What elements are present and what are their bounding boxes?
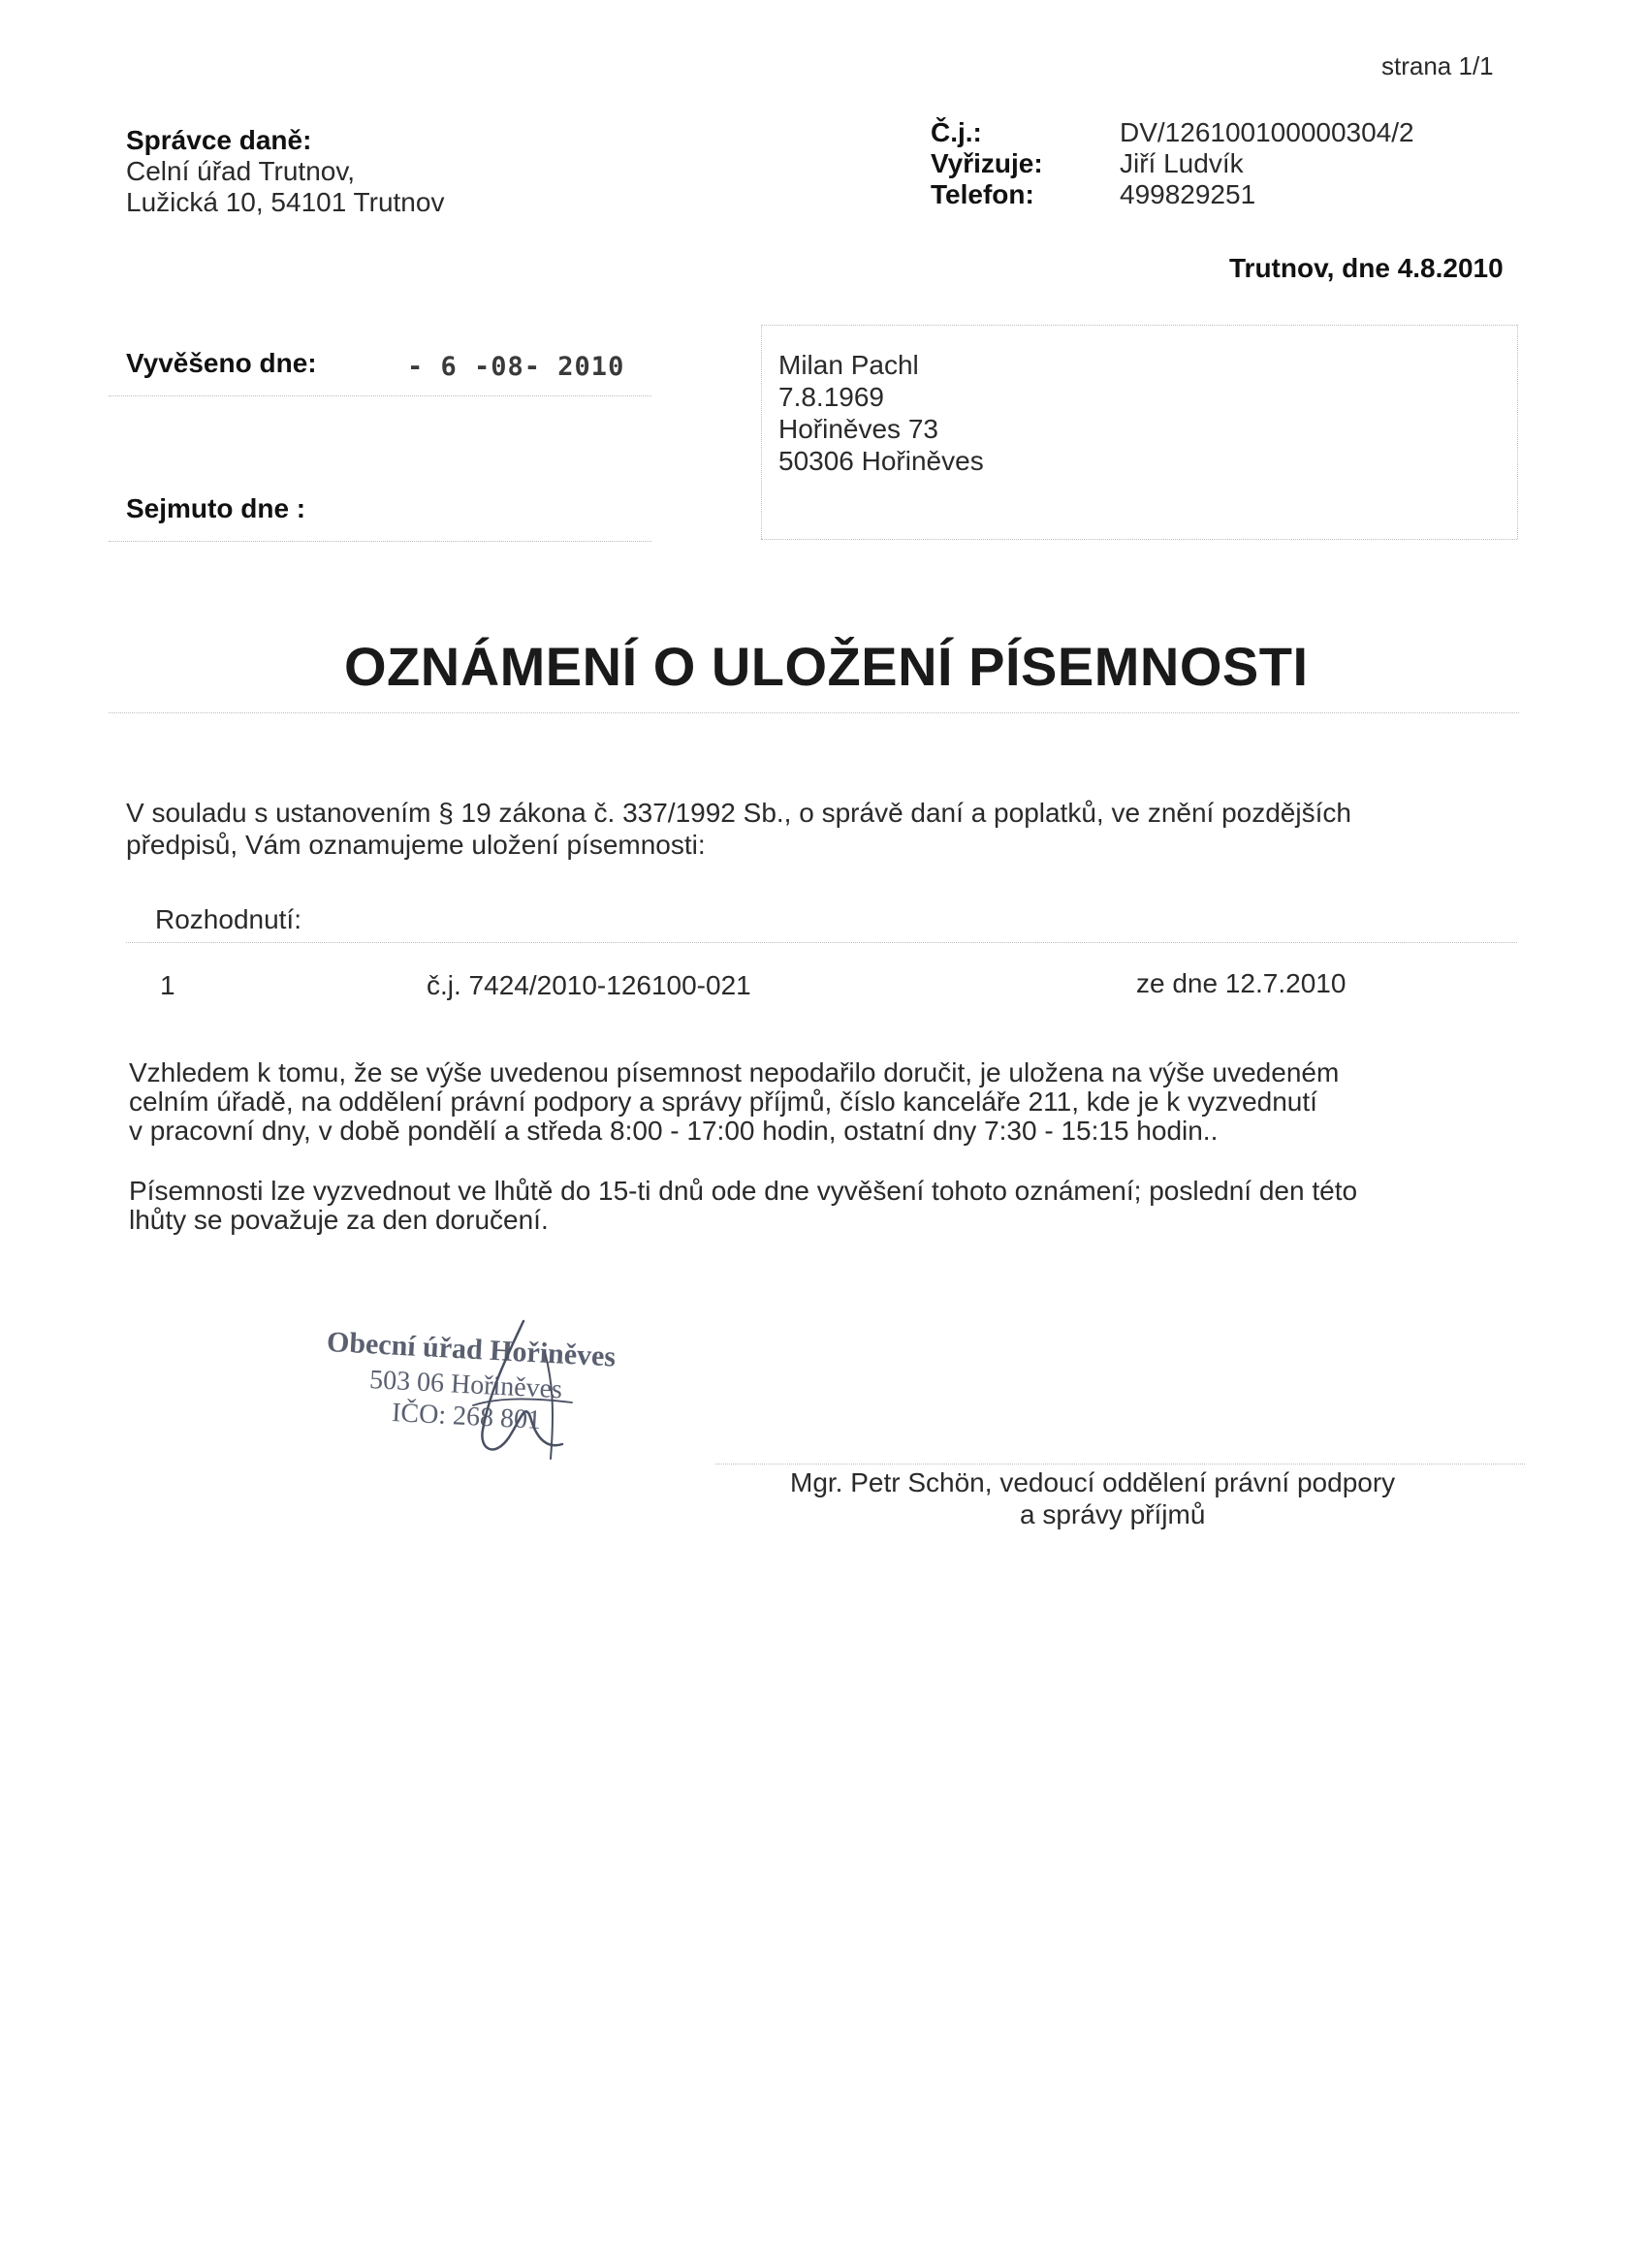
handwritten-signature xyxy=(456,1313,591,1473)
reference-number: DV/126100100000304/2 xyxy=(1120,117,1414,147)
posted-label: Vyvěšeno dne: xyxy=(126,348,317,378)
reference-number-label: Č.j.: xyxy=(931,117,982,147)
divider xyxy=(126,942,1517,943)
tax-admin-address: Lužická 10, 54101 Trutnov xyxy=(126,187,445,217)
tax-admin-office: Celní úřad Trutnov, xyxy=(126,156,356,186)
decision-reference: č.j. 7424/2010-126100-021 xyxy=(427,970,751,1000)
stamp-postcode: 503 06 Hořiněves xyxy=(368,1365,563,1405)
place-date: Trutnov, dne 4.8.2010 xyxy=(1229,253,1504,283)
intro-line-1: V souladu s ustanovením § 19 zákona č. 337/1992 Sb., o správě daní a poplatků, ve znění pozdějších xyxy=(126,798,1351,828)
stamp-office-name: Obecní úřad Hořiněves xyxy=(326,1326,617,1373)
phone-number: 499829251 xyxy=(1120,179,1256,209)
recipient-name: Milan Pachl xyxy=(778,350,919,380)
signatory-line-2: a správy příjmů xyxy=(1020,1499,1206,1529)
divider xyxy=(109,395,651,396)
divider xyxy=(109,712,1519,713)
body-line: v pracovní dny, v době pondělí a středa 8:00 - 17:00 hodin, ostatní dny 7:30 - 15:15 hodin.. xyxy=(129,1116,1219,1146)
signature-line xyxy=(715,1464,1525,1465)
body-line: Písemnosti lze vyzvednout ve lhůtě do 15-ti dnů ode dne vyvěšení tohoto oznámení; poslední den této xyxy=(129,1176,1358,1206)
decision-date: ze dne 12.7.2010 xyxy=(1136,968,1347,998)
handler-label: Vyřizuje: xyxy=(931,148,1043,178)
divider xyxy=(109,541,651,542)
recipient-street: Hořiněves 73 xyxy=(778,414,938,444)
page-number: strana 1/1 xyxy=(1381,51,1494,80)
decision-number: 1 xyxy=(160,970,175,1000)
tax-admin-label: Správce daně: xyxy=(126,125,312,155)
document-title: OZNÁMENÍ O ULOŽENÍ PÍSEMNOSTI xyxy=(344,636,1309,697)
address-box-bottom xyxy=(761,539,1517,540)
stamp-ico: IČO: 268 801 xyxy=(391,1398,542,1436)
address-box-top xyxy=(761,325,1517,326)
body-line: Vzhledem k tomu, že se výše uvedenou písemnost nepodařilo doručit, je uložena na výše uvedeném xyxy=(129,1057,1340,1087)
phone-label: Telefon: xyxy=(931,179,1034,209)
body-line: celním úřadě, na oddělení právní podpory a správy příjmů, číslo kanceláře 211, kde je k vyzvednutí xyxy=(129,1087,1317,1117)
removed-label: Sejmuto dne : xyxy=(126,493,306,523)
address-box-left xyxy=(761,325,762,539)
body-line: lhůty se považuje za den doručení. xyxy=(129,1205,549,1235)
handler-name: Jiří Ludvík xyxy=(1120,148,1244,178)
address-box-right xyxy=(1517,325,1518,539)
signatory-line-1: Mgr. Petr Schön, vedoucí oddělení právní podpory xyxy=(790,1467,1396,1497)
decision-heading: Rozhodnutí: xyxy=(155,904,301,934)
posted-date-stamp: - 6 -08- 2010 xyxy=(407,352,625,382)
recipient-birth-date: 7.8.1969 xyxy=(778,382,884,412)
recipient-city: 50306 Hořiněves xyxy=(778,446,984,476)
intro-line-2: předpisů, Vám oznamujeme uložení písemnosti: xyxy=(126,830,706,860)
